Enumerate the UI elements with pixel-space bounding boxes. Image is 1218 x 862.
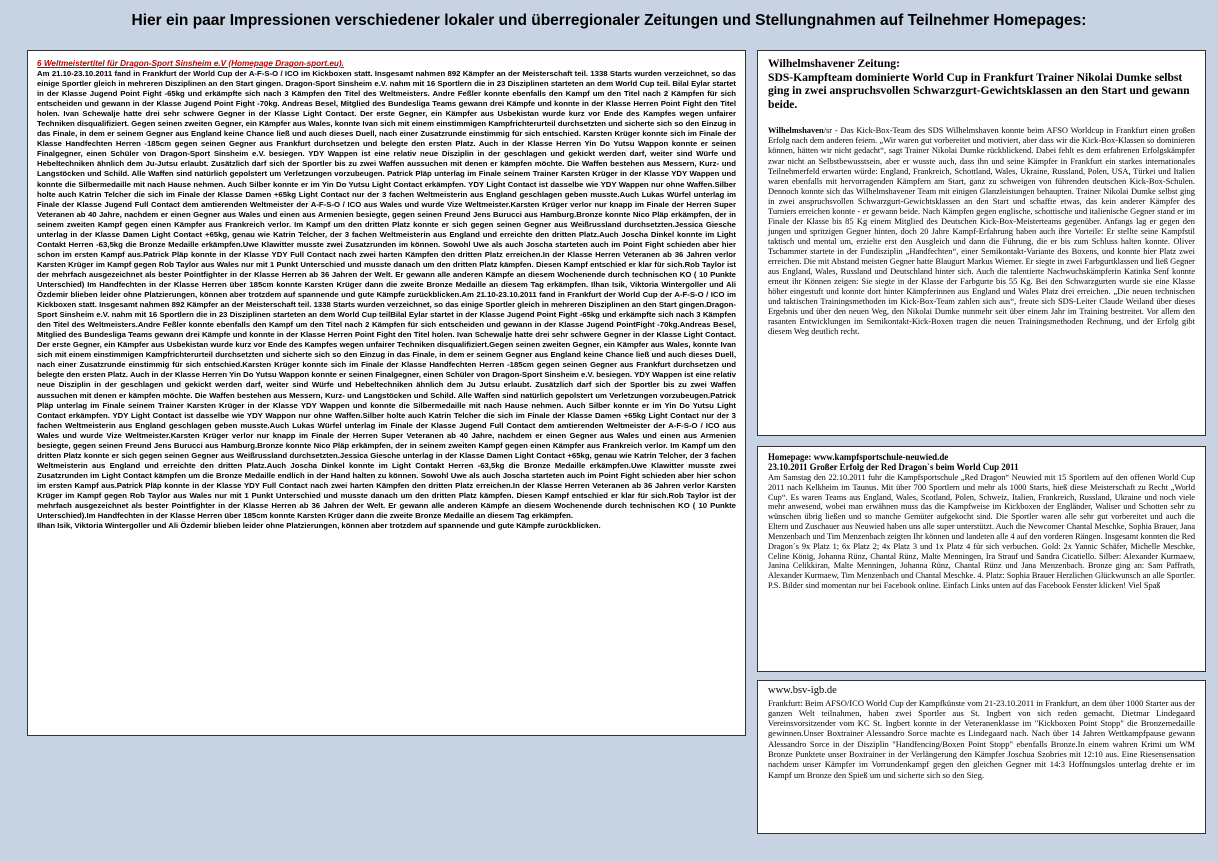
bsv-article bbox=[757, 680, 1206, 834]
wilhelmshaven-place: Wilhelmshaven bbox=[768, 125, 824, 136]
wilhelmshaven-body bbox=[768, 125, 1195, 336]
dragon-sport-closing: Ilhan Isik, Viktoria Wintergoller und Ali Özdemir blieben leider ohne Platzierungen, können aber trotzdem auf spannende und gute Kämpfe zurückblicken. bbox=[37, 521, 601, 531]
wilhelmshaven-article bbox=[757, 50, 1206, 436]
bsv-source[interactable]: www.bsv-igb.de bbox=[768, 685, 837, 696]
dragon-sport-article bbox=[27, 50, 746, 736]
kampfsportschule-article bbox=[757, 446, 1206, 672]
wilhelmshaven-source: Wilhelmshavener Zeitung: bbox=[768, 57, 900, 70]
kampfsportschule-source[interactable]: Homepage: www.kampfsportschule-neuwied.de bbox=[768, 452, 949, 462]
bsv-body: Frankfurt: Beim AFSO/ICO World Cup der Kampfkünste vom 21-23.10.2011 in Frankfurt, an dem über 1000 Starter aus der ganzen Welt teilnahmen, haben zwei Sportler aus St. Ingbert von sich reden gemacht. Dietmar Lindegaard Vereinsvorsitzender vom KC St. Ingbert konnte in der Veteranenklasse im "Kickboxen Point Stopp" die Bronzemedaille gewinnen.Unser Boxtrainer Alessandro Sorce machte es Lindegaard nach. Nach über 14 Jahren Wettkampfpause gewann Alessandro Sorce in der Disziplin "Handfencing/Boxen Point Stopp" ebenfalls Bronze.In einem wahren Krimi um WM Bronze Punktete unser Boxtrainer in der Verlängerung den Kämpfer Joschua Szobries mit 12:10 aus. Eine Riesensensation nachdem unser Kämpfer im Vorrundenkampf gegen den gleichen Gegner mit 14:3 Hoffnungslos unterlag drehte er im Kampf um Bronze den Spieß um und sicherte sich so den Sieg. bbox=[768, 697, 1195, 780]
kampfsportschule-body: Am Samstag den 22.10.2011 fuhr die Kampfsportschule „Red Dragon“ Neuwied mit 15 Sportlern auf den offenen World Cup 2011 nach Kelkheim im Taunus. Mit über 700 Sportlern und mehr als 1000 Starts, hieß diese Meisterschaft zu Recht „World Cup“. Es waren Teams aus England, Wales, Scotland, Polen, Schweiz, Italien, Frankreich, Russland, Ukraine und noch viele mehr anwesend, wobei man erwähnen muss das die Kampfweise im Kickboxen der Engländer, Waliser und Schotten sehr zu wünschen übrig ließen und so manche Gemüter aufgekocht sind. Die Sportler waren alle sehr gut vorbereitet und auch die Eltern und Zuschauer aus Neuwied haben uns alle super unterstützt. Auch die Newcomer Chantal Meschke, Sophia Brauer, Jana Menzenbach und Tim Menzenbach zeigten Ihr können und landeten alle 4 auf den vorderen Rängen. Insgesamt konnten die Red Dragon´s 9x Platz 1; 6x Platz 2; 4x Platz 3 und 1x Platz 4 für sich verbuchen. Gold: 2x Yannic Schäfer, Michelle Meschke, Celine König, Johanna Rünz, Chantal Rünz, Malte Menningen, Ira Strauf und Sandra Cicatiello. Silber: Alexander Kurmaew, Janina Celikkiran, Malte Menningen, Johanna Rünz, Chantal Rünz und Jana Menzenbach. Bronze ging an: Sam Paffrath, Alexander Kurmaew, Tim Menzenbach und Chantal Meschke. 4. Platz: Sophia Brauer Herzlichen Glückwunsch an alle Sportler. P.S. Bilder sind momentan nur bei Facebook online. Einfach Links unten auf das Facebook Fenster klicken! Viel Spaß bbox=[768, 472, 1195, 591]
dragon-sport-body: Am 21.10-23.10.2011 fand in Frankfurt der World Cup der A-F-S-O / ICO im Kickboxen statt. Insgesamt nahmen 892 Kämpfer an der Meisterschaft teil. 1338 Starts wurden verzeichnet, so das einige Sportler gleich in mehreren Disziplinen an den Start gingen. Dragon-Sport Sinsheim e.V. nahm mit 16 Sportlern die in 23 Disziplinen starteten an dem World Cup teil. Bilal Eylar startet in der Klasse Jugend Point Fight -65kg und erkämpfte sich nach 3 Kämpfen den Titel des Weltmeisters. Andre Feßler konnte ebenfalls den Kampf um den Titel nach 2 Kämpfen für sich entscheiden und gewann in der Klasse Jugend Point Fight -70kg. Andreas Besel, Mitglied des Bundesliga Teams gewann drei Kämpfe und konnte in der Klasse Herren Point Fight den Titel holen. Ivan Schewalje hatte drei sehr schwere Gegner in der Klasse Light Contact. Der erste Gegner, ein Kämpfer aus Usbekistan wurde kurz vor Ende des Kampfes wegen unfairer Techniken disqualifiziert. Gegen seinen zweiten Gegner, ein Kämpfer aus Wales, konnte Ivan sich mit einem einstimmigen Kampfrichterurteil durchsetzten und sicherte sich so den Einzug in das Finale, in dem er seinem Gegner aus England keine Chance ließ und auch dieses Duell, nach einer Zusatzrunde einstimmig für sich entschied. Karsten Krüger konnte sich im Finale der Klasse Handfechten Herren -185cm gegen seinen Gegner aus Frankfurt durchsetzen und belegte den ersten Platz. Auch in der Klasse Herren Yin Do Yutsu Wappon konnte er seinen Finalgegner, einen Schüler von Dragon-Sport Sinsheim e.V. besiegen. YDY Wappen ist eine relativ neue Disziplin in der geschlagen und gekickt werden darf, weiter sind Würfe und Hebeltechniken ähnlich dem Ju-Jutsu erlaubt. Zusätzlich darf sich der Sportler bis zu zwei Waffen aussuchen mit denen er kämpfen möchte. Die Waffen bestehen aus Messern, Kurz- und Langstöcken und Schild. Alle Waffen sind natürlich gepolstert um Verletzungen vorzubeugen. Patrick Pläp unterlag im Finale seinem Trainer Karsten Krüger in der Klasse YDY Wappen und konnte die Silbermedaille mit nach Hause nehmen. Auch Silber konnte er im Yin Do Yutsu Light Contact erkämpfen. YDY Light Contact ist dasselbe wie YDY Wappen nur ohne Waffen.Silber holte auch Katrin Telcher die sich im Finale der Klasse Damen +65kg Light Contact nur der 3 fachen Weltmeisterin aus England geschlagen geben musste.Auch Lukas Würfel unterlag im Finale der Klasse Jugend Full Contact dem amtierenden Weltmeister der A-F-S-O / ICO aus Wales und wurde Vize Weltmeister.Karsten Krüger verlor nur knapp im Finale der Herren Super Veteranen ab 40 Jahre, nachdem er einen Gegner aus Wales und einen aus Armenien besiegte, gegen seinen Freund Jens Burucci aus Hamburg.Bronze konnte Nico Pläp erkämpfen, der in seinem zweiten Kampf gegen einen Kämpfer aus Frankreich verlor. Im Kampf um den dritten Platz konnte er sich gegen seinen Gegner aus Weißrussland durchsetzten.Jessica Giesche unterlag in der Klasse Damen Light Contact +65kg, genau wie Katrin Telcher, der 3 fachen Weltmeisterin aus England und erreichte den dritten Platz.Auch Joscha Dinkel konnte im Light Contakt Herren -63,5kg die Bronze Medaille erkämpfen.Uwe Klawitter musste zwei Zusatzrunden im können. Sowohl Uwe als auch Joscha starteten auch im Point Fight schieden aber hier schon im ersten Kampf aus.Patrick Pläp konnte in der Klasse YDY Full Contact nach zwei harten Kämpfen den dritten Platz erreichen.In der Klasse Herren Veteranen ab 36 Jahren verlor Karsten Krüger im Kampf gegen Rob Taylor aus Wales nur mit 1 Punkt Unterschied und musste danach um den dritten Platz kämpfen. Diesen Kampf entschied er klar für sich.Rob Taylor ist der mehrfach ausgezeichnet als bester Pointfighter in der Klasse Herren ab 36 Jahren der Welt. Er gewann alle anderen Kämpfe an diesem Wochenende durch technischen KO ( 10 Punkte Unterschied) Im Handfechten in der Klasse Herren über 185cm konnte Karsten Krüger dann die zweite Bronze Medaille an diesem Tag erkämpfen. Ilhan Isik, Viktoria Wintergoller und Ali Özdemir blieben leider ohne Platzierungen, können aber trotzdem auf spannende und gute Kämpfe zurückblicken.Am 21.10-23.10.2011 fand in Frankfurt der World Cup der A-F-S-O / ICO im Kickboxen statt. Insgesamt nahmen 892 Kämpfer an der Meisterschaft teil. 1338 Starts wurden verzeichnet, so das einige Sportler gleich in mehreren Disziplinen an den Start gingen.Dragon-Sport Sinsheim e.V. nahm mit 16 Sportlern die in 23 Disziplinen starteten an dem World Cup teilBilal Eylar startet in der Klasse Jugend Point Fight -65kg und erkämpfte sich nach 3 Kämpfen den Titel des Weltmeisters.Andre Feßler konnte ebenfalls den Kampf um den Titel nach 2 Kämpfen für sich entscheiden und gewann in der Klasse Jugend PointFight -70kg.Andreas Besel, Mitglied des Bundesliga Teams gewann drei Kämpfe und konnte in der Klasse Herren Point Fight den Titel holen. Ivan Schewalje hatte drei sehr schwere Gegner in der Klasse Light Contact. Der erste Gegner, ein Kämpfer aus Usbekistan wurde kurz vor Ende des Kampfes wegen unfairer Techniken disqualifiziert.Gegen seinen zweiten Gegner, ein Kämpfer aus Wales, konnte Ivan sich mit einem einstimmigen Kampfrichterurteil durchsetzten und sicherte sich so den Einzug in das Finale, in dem er seinem Gegner aus England keine Chance ließ und auch dieses Duell, nach einer Zusatzrunde einstimmig für sich entschied.Karsten Krüger konnte sich im Finale der Klasse Handfechten Herren -185cm gegen seinen Gegner aus Frankfurt durchsetzen und belegte den ersten Platz. Auch in der Klasse Herren Yin Do Yutsu Wappon konnte er seinen Finalgegner, einen Schüler von Dragon-Sport Sinsheim e.V. besiegen. YDY Wappen ist eine relativ neue Disziplin in der geschlagen und gekickt werden darf, weiter sind Würfe und Hebeltechniken ähnlich dem Ju Jutsu erlaubt. Zusätzlich darf sich der Sportler bis zu zwei Waffen aussuchen mit denen er kämpfen möchte. Die Waffen bestehen aus Messern, Kurz- und Langstöcken und Schild. Alle Waffen sind natürlich gepolstert um Verletzungen vorzubeugen.Patrick Pläp unterlag im Finale seinem Trainer Karsten Krüger in der Klasse YDY Wappen und konnte die Silbermedaille mit nach Hause nehmen. Auch Silber konnte er im Yin Do Yutsu Light Contact erkämpfen. YDY Light Contact ist dasselbe wie YDY Wappon nur ohne Waffen.Silber holte auch Katrin Telcher die sich im Finale der Klasse Damen +65kg Light Contact nur der 3 fachen Weltmeisterin aus England geschlagen geben musste.Auch Lukas Würfel unterlag im Finale der Klasse Jugend Full Contact dem amtierenden Weltmeister der A-F-S-O / ICO aus Wales und wurde Vize Weltmeister.Karsten Krüger verlor nur knapp im Finale der Herren Super Veteranen ab 40 Jahre, nachdem er einen Gegner aus Wales und einen aus Armenien besiegte, gegen seinen Freund Jens Burucci aus Hamburg.Bronze konnte Nico Pläp erkämpfen, der in seinem zweiten Kampf gegen einen Kämpfer aus Frankreich verlor. Im Kampf um den dritten Platz konnte er sich gegen seinen Gegner aus Weißrussland durchsetzten.Jessica Giesche unterlag in der Klasse Damen Light Contact +65kg, genau wie Katrin Telcher, der 3 fachen Weltmeisterin aus England und erreichte den dritten Platz.Auch Joscha Dinkel konnte im Light Contakt Herren -63,5kg die Bronze Medaille erkämpfen.Uwe Klawitter musste zwei Zusatzrunden im Light Contact kämpfen um die Bronze Medaille endlich in der Hand halten zu können. Sowohl Uwe als auch Joscha starteten auch im Point Fight schieden aber hier schon im ersten Kampf aus.Patrick Pläp konnte in der Klasse YDY Full Contact nach zwei harten Kämpfen den dritten Platz erreichen.In der Klasse Herren Veteranen ab 36 Jahren verlor Karsten Krüger im Kampf gegen Rob Taylor aus Wales nur mit 1 Punkt Unterschied und musste danach um den dritten Platz kämpfen. Diesen Kampf entschied er klar für sich.Rob Taylor ist der mehrfach ausgezeichnet als bester Pointfighter in der Klasse Herren ab 36 Jahren der Welt. Er gewann alle anderen Kämpfe an diesem Wochenende durch technischen KO ( 10 Punkte Unterschied).Im Handfechten in der Klasse Herren über 185cm konnte Karsten Krüger dann die zweite Bronze Medaille an diesem Tag erkämpfen. bbox=[37, 69, 736, 521]
wilhelmshaven-headline: SDS-Kampfteam dominierte World Cup in Frankfurt Trainer Nikolai Dumke selbst ging in zwei anspruchsvollen Schwarzgurt-Gewichtsklassen an den Start und gewann beide. bbox=[768, 70, 1190, 111]
kampfsportschule-headline: 23.10.2011 Großer Erfolg der Red Dragon`s beim World Cup 2011 bbox=[768, 462, 1019, 473]
dragon-sport-title[interactable]: 6 Weltmeistertitel für Dragon-Sport Sinsheim e.V (Homepage Dragon-sport.eu). bbox=[37, 59, 344, 68]
page-headline: Hier ein paar Impressionen verschiedener lokaler und überregionaler Zeitungen und Stellungnahmen auf Teilnehmer Homepages: bbox=[131, 12, 1087, 29]
wilhelmshaven-text: /sr - Das Kick-Box-Team des SDS Wilhelmshaven konnte beim AFSO Worldcup in Frankfurt einen großen Erfolg nach dem anderen feiern. „Wir waren gut vorbereitet und motiviert, aber dass wir die Kick-Box-Klassen so dominieren können, hätten wir nicht gedacht“, sagt Trainer Nikolai Dumke rückblickend. Dabei fehlt es dem erfahrenen Erfolgskämpfer zwar nicht an Selbstbewusstsein, aber er wusste auch, dass ihn und seine Kämpfer in Frankfurt ein starkes internationales Teilnehmerfeld erwarten würde: England, Frankreich, Schottland, Wales, Ukraine, Russland, Polen, USA, Türkei und Italien waren ebenfalls mit hervorragenden Kämpfern am Start, ganz zu schweigen von führenden deutschen Kick-Box-Schulen. Dennoch konnte sich das Wilhelmshavener Team mit einigen Glanzleistungen behaupten. Trainer Nikolai Dumke selbst ging in zwei anspruchsvollen Schwarzgurt-Gewichtsklassen an den Start und schaffte etwas, das kein anderer Kämpfer des Turniers erreichen konnte - er gewann beide. Nach Kämpfen gegen englische, schottische und italienische Gegner stand er im Finale der Klasse bis 85 Kg einem Mitglied des Deutschen Kick-Box-Meisterteams gegenüber. Anfangs lag er gegen den jungen und spritzigen Gegner hinten, doch 20 Jahre Kampf-Erfahrung haben auch ihre Vorteile: Er stellte seine Kampfstil taktisch und mental um, erzielte erst den Ausgleich und dann die Führung, die er bis zum Schluss halten konnte. Oliver Tschammer startete in der Fundisziplin „Handfechten“, einer Semikontakt-Variante des Boxens, und konnte hier Platz zwei erreichen. Die mit Abstand meisten Gegner hatte Blaugurt Markus Wiemer. Er siegte in zwei Farbgurtklassen und ließ Gegner aus England, Wales, Russland und Deutschland hinter sich. Auch die talentierte Nachwuchskämpferin Katinka Senf konnte erneut ihr Können zeigen: Sie siegte in der Klasse der Farbgurte bis 55 Kg. Bei den Schwarzgurten wurde sie eine Klasse höher eingestuft und konnte dort hinter Kämpferinnen aus England und Wales Platz drei erreichen. „Die neuen technischen und taktischen Trainingsmethoden im Kick-Box-Team zahlen sich aus“, freute sich SDS-Leiter Claude Weiland über dieses Ergebnis und über den neuen Weg, den Nikolai Dumke nunmehr seit über einem Jahr im Training bestreitet. Vor allem den rasanten Entwicklungen im Semikontakt-Kick-Boxen tragen die neuen Trainingsmethoden Rechnung, und der Erfolg gibt diesem Weg deutlich recht. bbox=[768, 125, 1195, 337]
